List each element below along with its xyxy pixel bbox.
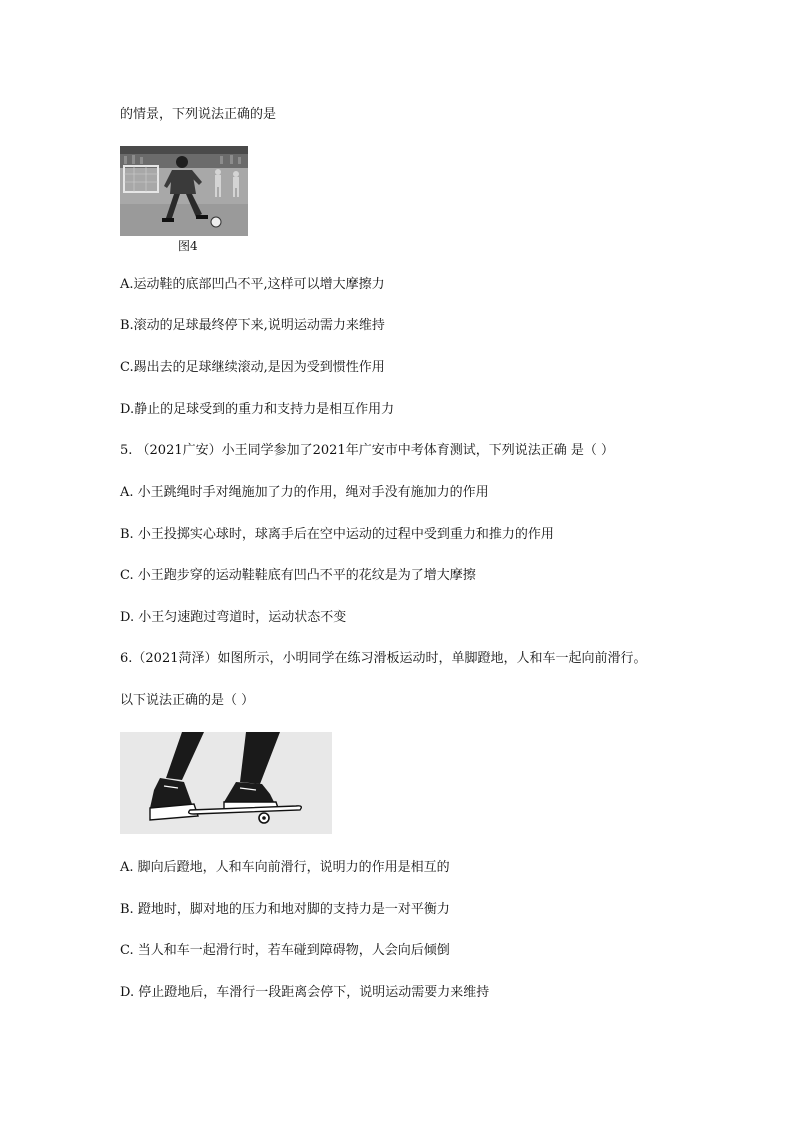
q4-option-a: A.运动鞋的底部凹凸不平,这样可以增大摩擦力 <box>120 277 385 292</box>
soccer-photo <box>120 146 248 236</box>
q6-option-d: D. 停止蹬地后，车滑行一段距离会停下，说明运动需要力来维持 <box>120 985 490 1000</box>
q6-option-a: A. 脚向后蹬地，人和车向前滑行，说明力的作用是相互的 <box>120 860 450 875</box>
q5-stem: 5. （2021广安）小王同学参加了2021年广安市中考体育测试，下列说法正确 是（ ） <box>120 443 614 458</box>
q5-option-a: A. 小王跳绳时手对绳施加了力的作用，绳对手没有施加力的作用 <box>120 485 489 500</box>
q6-option-c: C. 当人和车一起滑行时，若车碰到障碍物，人会向后倾倒 <box>120 943 450 958</box>
soccer-photo-illustration <box>120 146 248 236</box>
q5-option-b: B. 小王投掷实心球时，球离手后在空中运动的过程中受到重力和推力的作用 <box>120 527 554 542</box>
figure-4-caption: 图4 <box>178 239 198 253</box>
skateboard-illustration <box>120 732 332 834</box>
q6-option-b: B. 蹬地时，脚对地的压力和地对脚的支持力是一对平衡力 <box>120 902 450 917</box>
q6-stem-line1: 6.（2021菏泽）如图所示，小明同学在练习滑板运动时，单脚蹬地，人和车一起向前滑行。 <box>120 651 647 666</box>
q4-intro-text: 的情景，下列说法正确的是 <box>120 107 277 122</box>
q5-option-d: D. 小王匀速跑过弯道时，运动状态不变 <box>120 610 347 625</box>
q4-option-c: C.踢出去的足球继续滚动,是因为受到惯性作用 <box>120 360 385 375</box>
q4-option-d: D.静止的足球受到的重力和支持力是相互作用力 <box>120 402 395 417</box>
q5-option-c: C. 小王跑步穿的运动鞋鞋底有凹凸不平的花纹是为了增大摩擦 <box>120 568 476 583</box>
skateboard-photo <box>120 732 332 834</box>
q6-stem-line2: 以下说法正确的是（ ） <box>120 693 255 708</box>
q4-option-b: B.滚动的足球最终停下来,说明运动需力来维持 <box>120 318 385 333</box>
